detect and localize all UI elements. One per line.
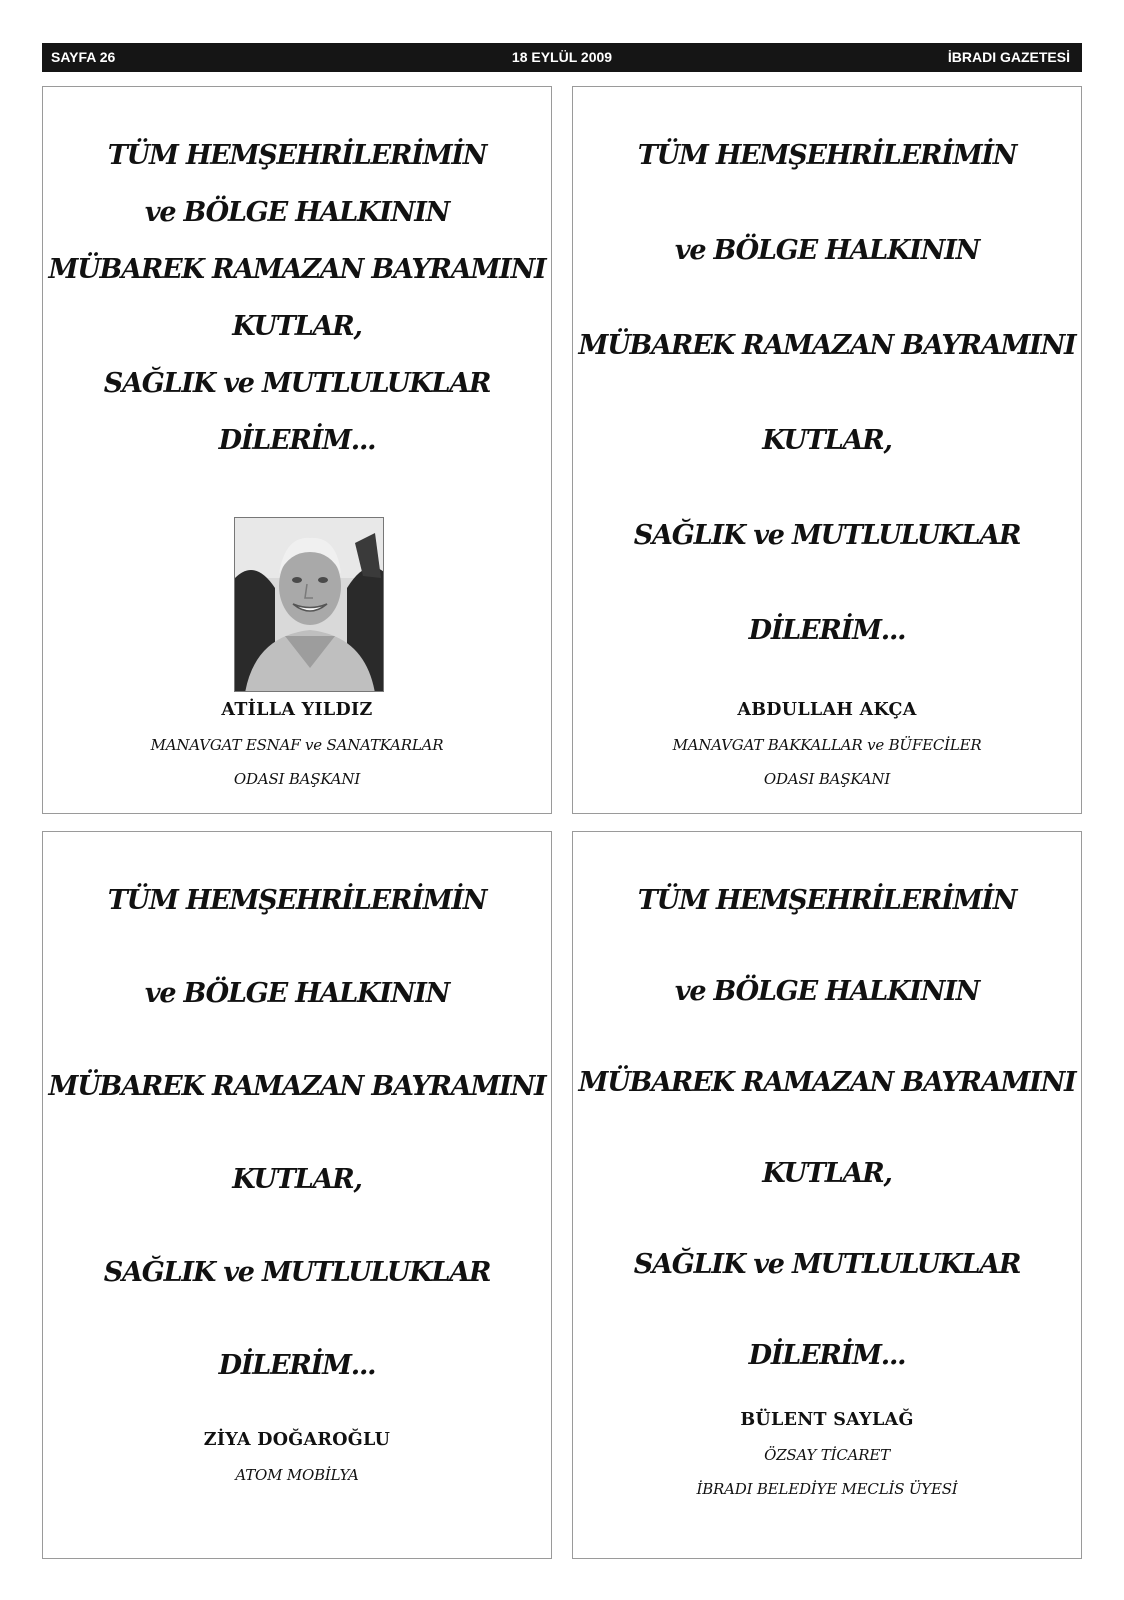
signer-name: ZİYA DOĞAROĞLU — [203, 1430, 391, 1450]
message-line: TÜM HEMŞEHRİLERİMİN — [637, 140, 1017, 171]
greeting-ad-bulent-saylag — [572, 831, 1082, 1559]
header-page-label: SAYFA 26 — [51, 49, 116, 65]
signer-name: ABDULLAH AKÇA — [737, 700, 917, 720]
message-line: SAĞLIK ve MUTLULUKLAR — [633, 520, 1021, 551]
signer-name: ATİLLA YILDIZ — [221, 700, 373, 720]
message-line: DİLERİM... — [218, 425, 376, 456]
message-line: SAĞLIK ve MUTLULUKLAR — [633, 1249, 1021, 1280]
message-line: KUTLAR, — [762, 1158, 892, 1189]
signature-block — [43, 699, 551, 789]
message-line: TÜM HEMŞEHRİLERİMİN — [107, 140, 487, 171]
message-line: KUTLAR, — [232, 311, 362, 342]
signer-title: ODASI BAŞKANI — [763, 770, 891, 788]
message-line: KUTLAR, — [762, 425, 892, 456]
message-line: MÜBAREK RAMAZAN BAYRAMINI — [48, 254, 546, 285]
header-date: 18 EYLÜL 2009 — [511, 49, 613, 65]
greeting-ad-atilla-yildiz — [42, 86, 552, 814]
message-line: KUTLAR, — [232, 1164, 362, 1195]
message-line: MÜBAREK RAMAZAN BAYRAMINI — [578, 330, 1076, 361]
signature-block — [573, 1409, 1081, 1499]
message-line: ve BÖLGE HALKININ — [144, 197, 450, 228]
signature-block — [573, 699, 1081, 789]
message-line: TÜM HEMŞEHRİLERİMİN — [107, 885, 487, 916]
message-line: DİLERİM... — [748, 615, 906, 646]
portrait-photo — [234, 517, 384, 692]
signer-title: ATOM MOBİLYA — [235, 1466, 359, 1484]
signer-title: ÖZSAY TİCARET — [764, 1446, 890, 1464]
message-line: SAĞLIK ve MUTLULUKLAR — [103, 1257, 491, 1288]
signer-title: MANAVGAT ESNAF ve SANATKARLAR — [150, 736, 444, 754]
message-line: DİLERİM... — [748, 1340, 906, 1371]
message-line: MÜBAREK RAMAZAN BAYRAMINI — [48, 1071, 546, 1102]
signature-block — [43, 1429, 551, 1485]
signer-title: ODASI BAŞKANI — [233, 770, 361, 788]
message-line: DİLERİM... — [218, 1350, 376, 1381]
message-line: MÜBAREK RAMAZAN BAYRAMINI — [578, 1067, 1076, 1098]
message-line: ve BÖLGE HALKININ — [674, 235, 980, 266]
message-line: ve BÖLGE HALKININ — [674, 976, 980, 1007]
portrait-image — [235, 518, 384, 692]
signer-title: MANAVGAT BAKKALLAR ve BÜFECİLER — [672, 736, 982, 754]
greeting-ad-abdullah-akca — [572, 86, 1082, 814]
message-line: ve BÖLGE HALKININ — [144, 978, 450, 1009]
signer-name: BÜLENT SAYLAĞ — [740, 1410, 914, 1430]
message-line: SAĞLIK ve MUTLULUKLAR — [103, 368, 491, 399]
signer-title: İBRADI BELEDİYE MECLİS ÜYESİ — [696, 1480, 958, 1498]
header-publication: İBRADI GAZETESİ — [947, 49, 1070, 65]
page-header-bar — [42, 43, 1082, 72]
greeting-ad-ziya-dogaroglu — [42, 831, 552, 1559]
message-line: TÜM HEMŞEHRİLERİMİN — [637, 885, 1017, 916]
